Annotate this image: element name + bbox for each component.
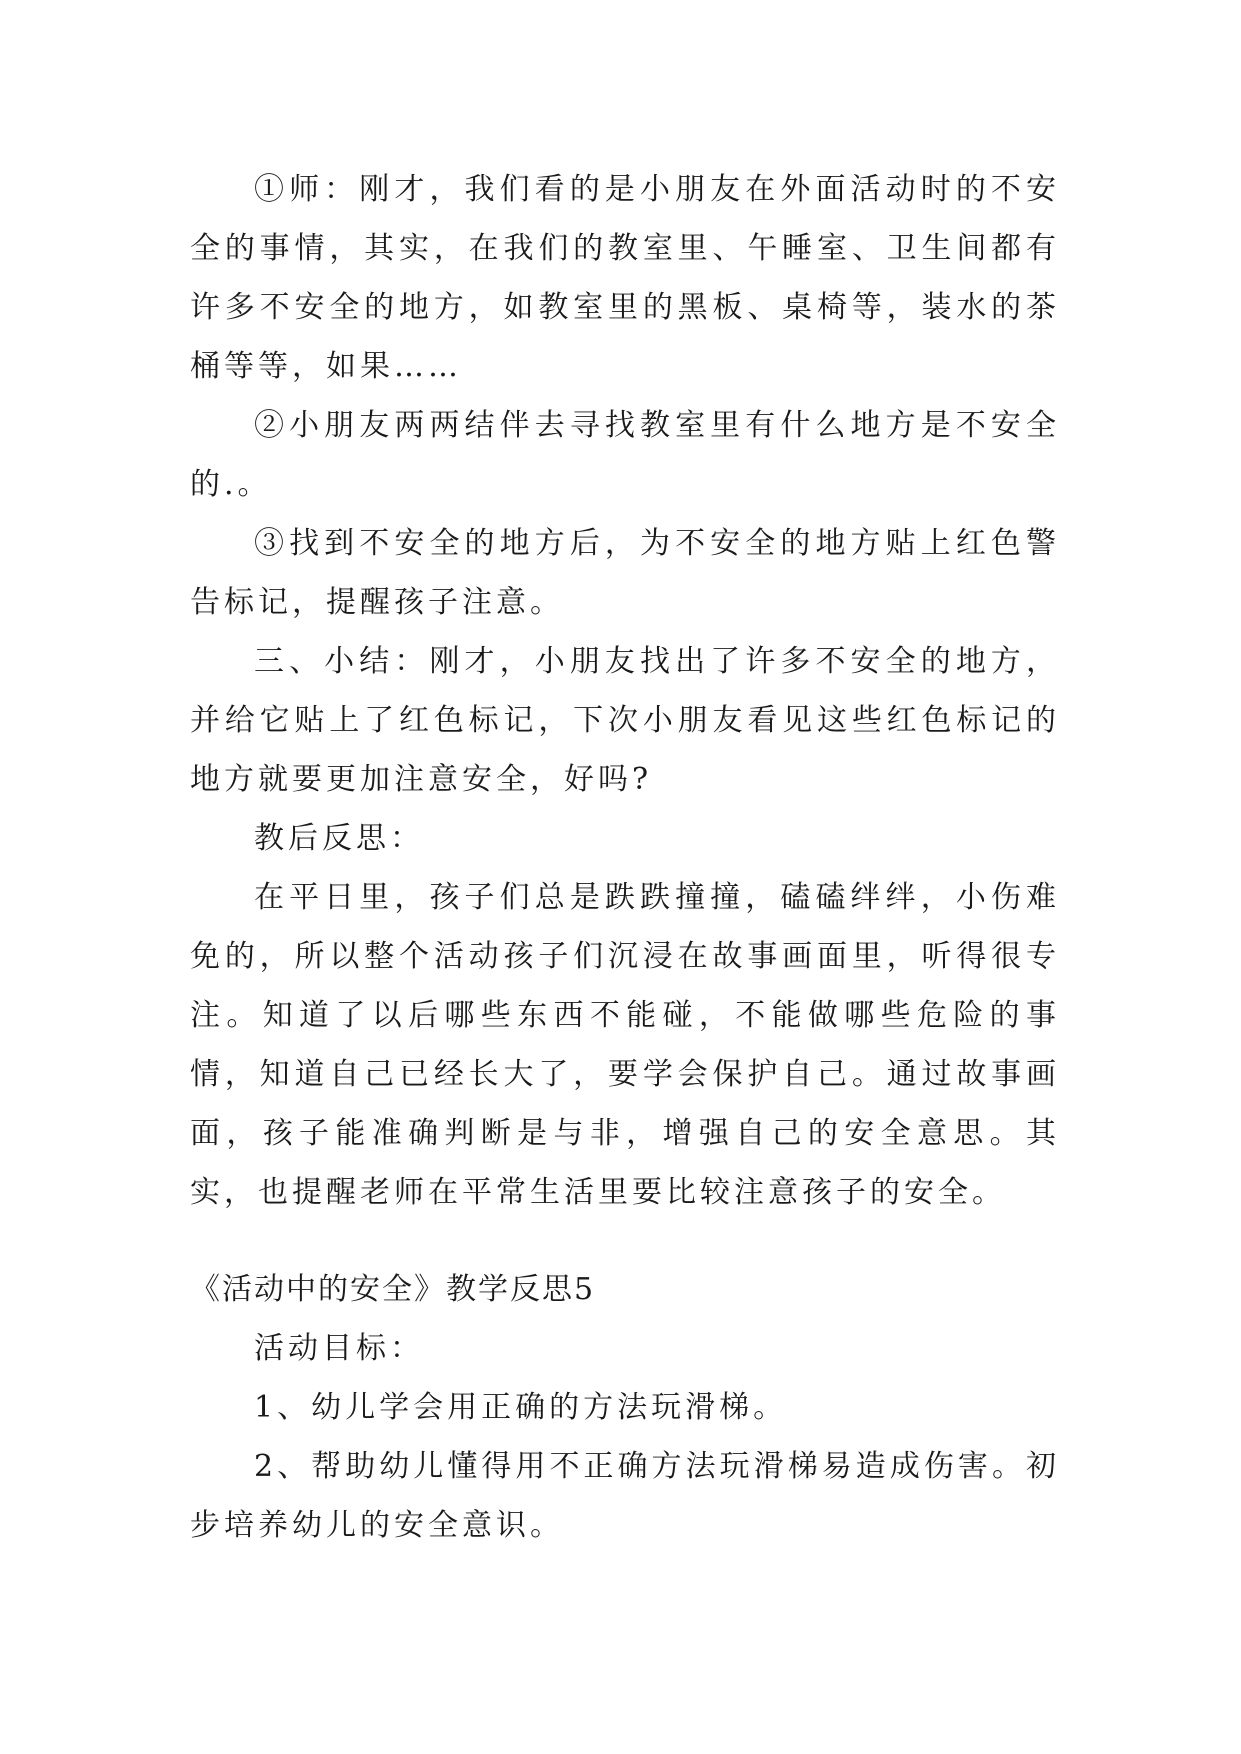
paragraph-reflection-heading: 教后反思： [254, 821, 424, 856]
paragraph-find-unsafe: ②小朋友两两结伴去寻找教室里有什么地方是不安全的.。 [190, 408, 1060, 502]
paragraph-goal-1: 1、幼儿学会用正确的方法玩滑梯。 [254, 1390, 788, 1425]
paragraph-red-marks: ③找到不安全的地方后，为不安全的地方贴上红色警告标记，提醒孩子注意。 [190, 526, 1060, 620]
section-body [190, 1319, 1060, 1555]
paragraph-goal-2: 2、帮助幼儿懂得用不正确方法玩滑梯易造成伤害。初步培养幼儿的安全意识。 [190, 1449, 1060, 1543]
paragraph-reflection: 在平日里，孩子们总是跌跌撞撞，磕磕绊绊，小伤难免的，所以整个活动孩子们沉浸在故事画面里，听得很专注。知道了以后哪些东西不能碰，不能做哪些危险的事情，知道自己已经长大了，要学会保护自己。通过故事画面，孩子能准确判断是与非，增强自己的安全意思。其实，也提醒老师在平常生活里要比较注意孩子的安全。 [190, 880, 1060, 1210]
section-title: 《活动中的安全》教学反思5 [190, 1272, 596, 1307]
paragraph-goals-heading: 活动目标： [254, 1331, 424, 1366]
paragraph-summary: 三、小结：刚才，小朋友找出了许多不安全的地方，并给它贴上了红色标记，下次小朋友看见这些红色标记的地方就要更加注意安全，好吗? [190, 644, 1060, 797]
paragraph-teacher-intro: ①师：刚才，我们看的是小朋友在外面活动时的不安全的事情，其实，在我们的教室里、午睡室、卫生间都有许多不安全的地方，如教室里的黑板、桌椅等，装水的茶桶等等，如果…… [190, 172, 1060, 384]
body-text [190, 160, 1060, 1222]
